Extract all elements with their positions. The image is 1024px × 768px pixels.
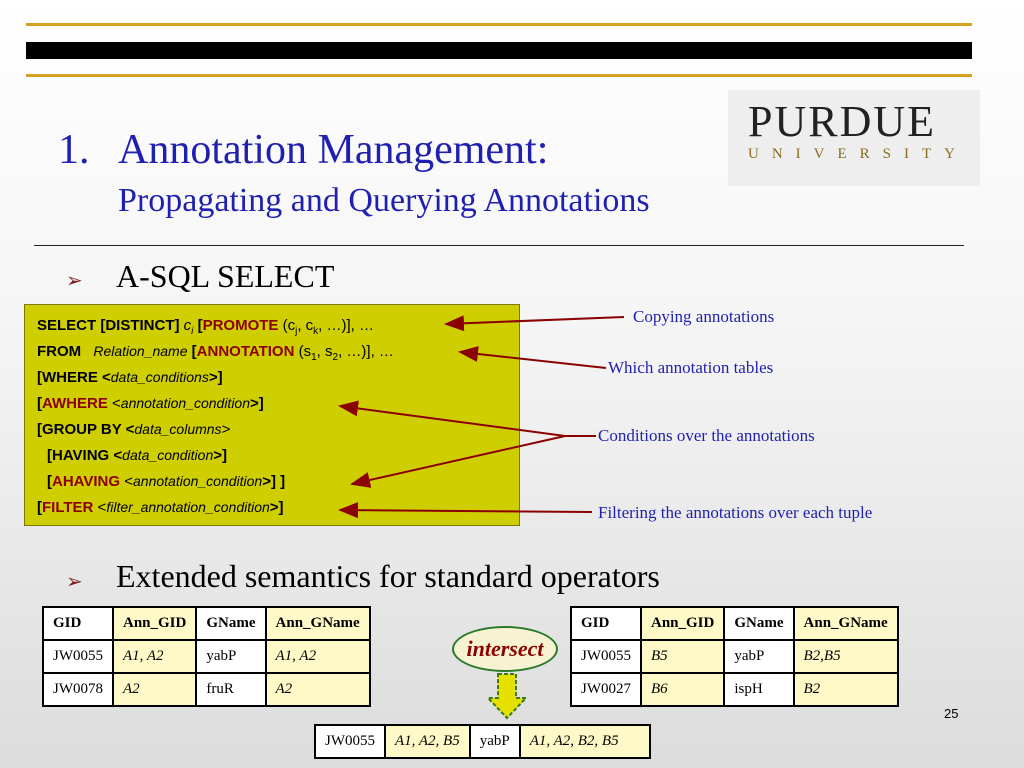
title-number: 1.: [58, 127, 90, 173]
slide-title: Annotation Management:: [118, 127, 549, 173]
promote-keyword: PROMOTE: [202, 317, 279, 334]
sql-text: >: [221, 421, 231, 438]
sql-text: [HAVING <: [47, 447, 123, 464]
ahaving-keyword: AHAVING: [52, 473, 121, 490]
slide-subtitle: Propagating and Querying Annotations: [118, 182, 650, 219]
table-cell: B2: [794, 673, 898, 706]
table-row: [43, 640, 370, 673]
sql-text: FROM: [37, 343, 86, 360]
header-cell: GName: [196, 607, 265, 640]
sql-var: Relation_name: [93, 343, 188, 359]
sql-text: >]: [213, 447, 227, 464]
sql-text: , c: [297, 317, 314, 334]
sql-text: [: [37, 395, 42, 412]
note-tables: Which annotation tables: [608, 358, 774, 377]
sql-text: , …)], …: [318, 317, 375, 334]
table-cell: JW0027: [571, 673, 641, 706]
sql-text: [: [187, 343, 197, 360]
sql-sub: j: [295, 326, 298, 337]
sql-text: [: [193, 317, 203, 334]
arrow-filtering: [340, 510, 592, 512]
arrow-conditions-ahaving: [352, 436, 565, 484]
table-cell: B2,B5: [794, 640, 898, 673]
sql-sub: 1: [311, 352, 317, 363]
down-arrow-icon: [486, 672, 528, 720]
page-number: 25: [944, 706, 959, 721]
header-cell: GID: [571, 607, 641, 640]
annotation-keyword: ANNOTATION: [196, 343, 295, 360]
sql-text: >]: [269, 499, 284, 516]
intersect-operator-oval: intersect: [452, 626, 558, 672]
sql-text: , …)], …: [338, 343, 394, 360]
bullet-arrow-icon: ➢: [66, 571, 83, 593]
table-cell: yabP: [470, 725, 520, 758]
sql-text: (s: [294, 343, 312, 360]
table-cell: JW0078: [43, 673, 113, 706]
sql-text: , s: [316, 343, 333, 360]
sql-text: <: [93, 499, 107, 516]
sql-text: <: [120, 473, 133, 490]
arrow-copying: [446, 317, 624, 324]
table-cell: fruR: [196, 673, 265, 706]
sql-var: filter_annotation_condition: [106, 499, 270, 515]
bullet-arrow-icon: ➢: [66, 270, 83, 292]
sql-sub: 2: [332, 352, 339, 363]
note-copying: Copying annotations: [633, 307, 775, 326]
note-filtering: Filtering the annotations over each tuple: [598, 503, 873, 522]
bullet-a-sql-select: A-SQL SELECT: [116, 258, 335, 294]
filter-keyword: FILTER: [42, 499, 94, 516]
header-cell: Ann_GName: [266, 607, 370, 640]
header-cell: Ann_GID: [113, 607, 196, 640]
table-cell: A1, A2, B2, B5: [520, 725, 650, 758]
arrow-tables: [460, 352, 606, 368]
logo-sub-text: UNIVERSITY: [748, 146, 968, 162]
table-cell: A1, A2: [266, 640, 370, 673]
sql-var: data_condition: [122, 447, 214, 463]
table-header-row: [43, 607, 370, 640]
table-cell: B5: [641, 640, 724, 673]
table-cell: JW0055: [571, 640, 641, 673]
header-cell: GName: [724, 607, 793, 640]
sql-var: annotation_condition: [120, 395, 251, 411]
table-cell: A2: [266, 673, 370, 706]
sql-text: (c: [278, 317, 296, 334]
table-row: [571, 640, 898, 673]
sql-var: data_conditions: [110, 369, 209, 385]
header-cell: Ann_GName: [794, 607, 898, 640]
annotated-table-right: [570, 606, 899, 707]
sql-var: data_columns: [134, 421, 222, 437]
table-row: [571, 673, 898, 706]
sql-text: [GROUP BY <: [37, 421, 135, 438]
table-cell: JW0055: [315, 725, 385, 758]
sql-text: <: [107, 395, 121, 412]
sql-text: >]: [250, 395, 264, 412]
table-cell: A1, A2: [113, 640, 196, 673]
annotated-table-left: [42, 606, 371, 707]
header-cell: GID: [43, 607, 113, 640]
header-cell: Ann_GID: [641, 607, 724, 640]
table-cell: B6: [641, 673, 724, 706]
table-row: [315, 725, 650, 758]
sql-sub: i: [191, 326, 194, 337]
sql-text: SELECT [DISTINCT]: [37, 317, 184, 334]
table-cell: JW0055: [43, 640, 113, 673]
table-cell: ispH: [724, 673, 793, 706]
table-cell: yabP: [724, 640, 793, 673]
intersect-result-row: [314, 724, 651, 759]
table-cell: A2: [113, 673, 196, 706]
sql-text: [WHERE <: [37, 369, 111, 386]
sql-text: >] ]: [262, 473, 286, 490]
sql-var: c: [183, 317, 192, 334]
logo-main-text: PURDUE: [748, 97, 937, 146]
sql-var: annotation_condition: [133, 473, 263, 489]
note-conditions: Conditions over the annotations: [598, 426, 815, 445]
table-cell: A1, A2, B5: [385, 725, 470, 758]
arrow-conditions-awhere: [340, 406, 565, 436]
sql-text: [: [37, 499, 42, 516]
table-row: [43, 673, 370, 706]
awhere-keyword: AWHERE: [42, 395, 108, 412]
sql-text: >]: [208, 369, 223, 386]
sql-text: [: [47, 473, 52, 490]
bullet-extended-semantics: Extended semantics for standard operators: [116, 558, 660, 594]
table-cell: yabP: [196, 640, 265, 673]
table-header-row: [571, 607, 898, 640]
sql-sub: k: [313, 326, 319, 337]
